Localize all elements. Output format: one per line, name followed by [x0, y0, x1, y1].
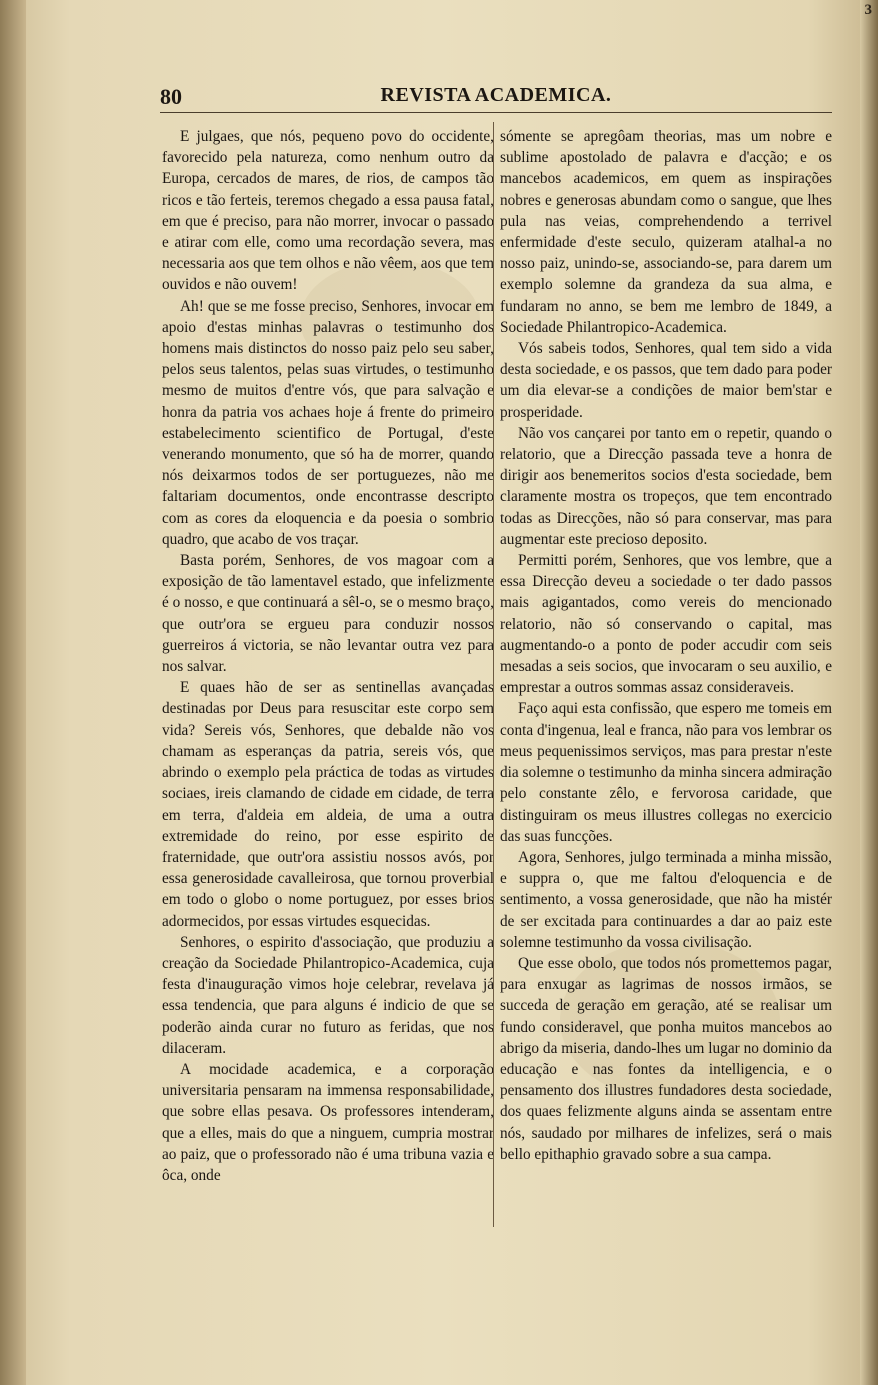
paragraph: Permitti porém, Senhores, que vos lembre, que a essa Direcção deveu a sociedade o ter dado passos mais agigantados, como vereis do mencionado relatorio, não só conservando o capital, mas augmentando-o a ponto de poder accudir com seis mesadas a seis socios, que invocaram o seu auxilio, e emprestar a outros sommas assaz consideraveis. — [500, 552, 832, 697]
paragraph: sómente se apregôam theorias, mas um nobre e sublime apostolado de palavra e d'acção; e os mancebos academicos, em quem as inspirações nobres e generosas abundam como o sangue, que lhes pula nas veias, comprehendendo a terrivel enfermidade d'este seculo, quizeram atalhal-a no nosso paiz, unindo-se, associando-se, para darem um exemplo solemne da grandeza da sua alma, e fundaram no anno, se bem me lembro de 1849, a Sociedade Philantropico-Academica. — [500, 128, 832, 336]
paragraph: E quaes hão de ser as sentinellas avançadas destinadas por Deus para resuscitar este corpo sem vida? Sereis vós, Senhores, que debalde não vos chamam as esperanças da patria, sereis vós, que abrindo o exemplo pela práctica de todas as virtudes sociaes, ireis clamando de cidade em cidade, de terra em terra, d'aldeia em aldeia, de uma a outra extremidade do reino, por esse espirito de fraternidade, que outr'ora assistiu nossos avós, por essa generosidade cavalleirosa, que tornou proverbial em todo o globo o nome portuguez, por esses brios adormecidos, por essas virtudes esquecidas. — [162, 679, 494, 930]
page-edge — [860, 0, 878, 1385]
header-rule — [160, 112, 832, 113]
running-header — [160, 84, 832, 114]
paragraph: Senhores, o espirito d'associação, que produziu a creação da Sociedade Philantropico-Academica, cuja festa d'inauguração vimos hoje celebrar, revelava já essa tendencia, que para alguns é indicio de que se poderão ainda curar no futuro as feridas, que nos dilaceram. — [162, 933, 494, 1057]
column-divider — [493, 122, 494, 1227]
book-spine-shadow — [0, 0, 26, 1385]
left-column — [162, 126, 494, 1186]
paragraph: Não vos cançarei por tanto em o repetir, quando o relatorio, que a Direcção passada teve a honra de dirigir aos benemeritos socios d'esta sociedade, bem claramente mostra os tropeços, que tem encontrado todas as Direcções, não só para conservar, mas para augmentar este precioso deposito. — [500, 424, 832, 548]
journal-title: REVISTA ACADEMICA. — [380, 84, 612, 106]
paragraph: Agora, Senhores, julgo terminada a minha missão, e suppra o, que me faltou d'eloquencia e de sentimento, a vossa generosidade, que não ha mistér de ser excitada para continuardes a dar ao paiz este solemne testimunho da vossa civilisação. — [500, 848, 832, 951]
paragraph: Ah! que se me fosse preciso, Senhores, invocar em apoio d'estas minhas palavras o testimunho dos homens mais distinctos do nosso paiz pelo seu saber, pelos seus talentos, pelas suas virtudes, o testimunho mesmo de muitos d'entre vós, que para salvação e honra da patria vos achaes hoje á frente do primeiro estabelecimento scientifico de Portugal, d'este venerando monumento, que só ha de morrer, quando nós deixarmos todos de ser portuguezes, não me faltariam documentos, onde encontrasse descripto com as cores da eloquencia e da poesia o sombrio quadro, que acabo de vos traçar. — [162, 297, 494, 548]
paragraph: Faço aqui esta confissão, que espero me tomeis em conta d'ingenua, leal e franca, não para vos lembrar os meus pequenissimos serviços, mas para prestar n'este dia solemne o testimunho da minha sincera admiração pelo constante zêlo, e fervorosa caridade, que distinguiram os meus illustres collegas no exercicio das suas funcções. — [500, 700, 832, 845]
paragraph: Basta porém, Senhores, de vos magoar com a exposição de tão lamentavel estado, que infelizmente é o nosso, e que continuará a sêl-o, se o mesmo braço, que outr'ora se ergueu para conduzir nossos guerreiros á victoria, se não levantar outra vez para nos salvar. — [162, 552, 494, 676]
paragraph: Vós sabeis todos, Senhores, qual tem sido a vida desta sociedade, e os passos, que tem dado para poder um dia elevar-se a condições de maior bem'star e prosperidade. — [500, 340, 832, 421]
corner-number: 3 — [864, 2, 872, 18]
paragraph: A mocidade academica, e a corporação universitaria pensaram na immensa responsabilidade, que sobre ellas pesava. Os professores intenderam, que a elles, mais do que a ninguem, cumpria mostrar ao paiz, que o professorado não é uma tribuna vazia e ôca, onde — [162, 1060, 494, 1184]
page-number: 80 — [160, 84, 182, 109]
paragraph: Que esse obolo, que todos nós promettemos pagar, para enxugar as lagrimas de nossos irmãos, se succeda de geração em geração, até se realisar um fundo consideravel, que ponha muitos mancebos ao abrigo da miseria, dando-lhes um lugar no dominio da educação e nas fontes da intelligencia, e o pensamento dos illustres fundadores desta sociedade, dos quaes felizmente alguns ainda se assentam entre nós, saudado por milhares de infelizes, será o mais bello epithaphio gravado sobre a sua campa. — [500, 954, 832, 1163]
right-column — [500, 126, 832, 1165]
paragraph: E julgaes, que nós, pequeno povo do occidente, favorecido pela natureza, como nenhum outro da Europa, cercados de mares, de rios, de campos tão ricos e tão ferteis, teremos chegado a essa pausa fatal, em que é preciso, para não morrer, invocar o passado e atirar com elle, como uma recordação severa, mas necessaria aos que tem olhos e não vêem, aos que tem ouvidos e não ouvem! — [162, 128, 494, 294]
